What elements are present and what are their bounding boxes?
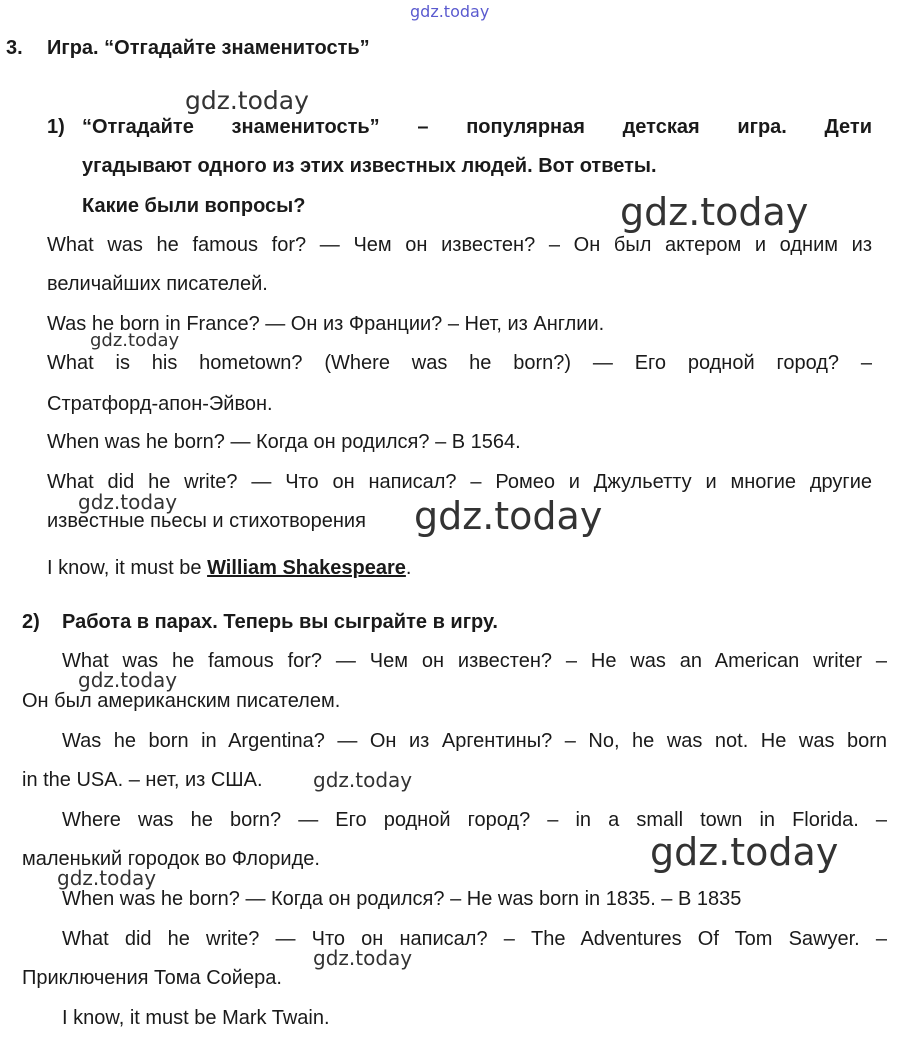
watermark: gdz.today	[650, 830, 839, 874]
watermark: gdz.today	[78, 490, 178, 514]
watermark: gdz.today	[90, 330, 180, 351]
part2-line: Where was he born? — Его родной город? – in a small town in Florida. –	[62, 809, 887, 831]
part2-line: I know, it must be Mark Twain.	[62, 1007, 330, 1029]
part1-line: Стратфорд-апон-Эйвон.	[47, 393, 273, 415]
part2-line: What did he write? — Что он написал? – The Adventures Of Tom Sawyer. –	[62, 928, 887, 950]
part2-line: Приключения Тома Сойера.	[22, 967, 282, 989]
part2-line: Was he born in Argentina? — Он из Аргентины? – No, he was not. He was born	[62, 730, 887, 752]
part1-line: величайших писателей.	[47, 273, 268, 295]
part1-line: What was he famous for? — Чем он известен? – Он был актером и одним из	[47, 234, 872, 256]
part2-line: маленький городок во Флориде.	[22, 848, 320, 870]
part1-conclusion	[47, 556, 411, 580]
conclusion-prefix: I know, it must be	[47, 557, 208, 579]
conclusion-suffix: .	[405, 557, 412, 579]
watermark: gdz.today	[57, 866, 157, 890]
part1-number: 1)	[47, 116, 65, 138]
task-title: Игра. “Отгадайте знаменитость”	[47, 37, 370, 59]
watermark: gdz.today	[620, 190, 809, 234]
part2-number: 2)	[22, 611, 40, 633]
watermark: gdz.today	[185, 86, 309, 115]
part1-intro-line3: Какие были вопросы?	[82, 195, 306, 217]
part1-intro-line1: “Отгадайте знаменитость” – популярная детская игра. Дети	[82, 116, 872, 138]
watermark: gdz.today	[313, 768, 413, 792]
part2-line: What was he famous for? — Чем он известен? – He was an American writer –	[62, 650, 887, 672]
part2-line: Он был американским писателем.	[22, 690, 341, 712]
watermark: gdz.today	[414, 494, 603, 538]
part1-line: Was he born in France? — Он из Франции? – Нет, из Англии.	[47, 313, 605, 335]
task-number: 3.	[6, 37, 23, 59]
part2-title: Работа в парах. Теперь вы сыграйте в игру.	[62, 611, 498, 633]
part1-line: When was he born? — Когда он родился? – В 1564.	[47, 431, 521, 453]
watermark: gdz.today	[313, 946, 413, 970]
watermark: gdz.today	[410, 2, 490, 21]
part1-line: What is his hometown? (Where was he born?) — Его родной город? –	[47, 352, 872, 374]
answer-highlight: William Shakespeare	[207, 557, 406, 579]
part1-line: известные пьесы и стихотворения	[47, 510, 366, 532]
part1-intro-line2: угадывают одного из этих известных людей. Вот ответы.	[82, 155, 657, 177]
part2-line: in the USA. – нет, из США.	[22, 769, 263, 791]
watermark: gdz.today	[78, 668, 178, 692]
part1-line: What did he write? — Что он написал? – Ромео и Джульетту и многие другие	[47, 471, 872, 493]
part2-line: When was he born? — Когда он родился? – He was born in 1835. – В 1835	[62, 888, 742, 910]
